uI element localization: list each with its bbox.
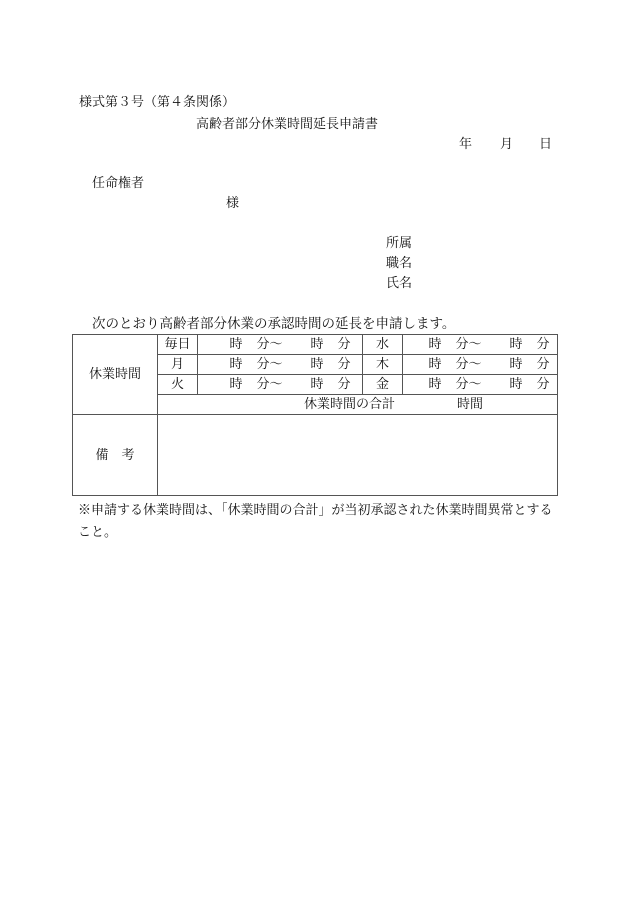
total-hours-field[interactable]: [158, 395, 558, 415]
hour-unit: 時: [509, 337, 523, 352]
name-label: 氏名: [386, 276, 413, 291]
time-range-field[interactable]: [198, 335, 363, 355]
document-title: 高齢者部分休業時間延長申請書: [196, 117, 379, 132]
leave-hours-table: [72, 334, 558, 496]
total-label: 休業時間の合計: [303, 397, 395, 412]
minute-from-unit: 分〜: [455, 377, 482, 392]
minute-from-unit: 分〜: [455, 357, 482, 372]
minute-from-unit: 分〜: [256, 377, 283, 392]
minute-from-unit: 分〜: [455, 337, 482, 352]
time-range-field[interactable]: [198, 355, 363, 375]
intro-text: 次のとおり高齢者部分休業の承認時間の延長を申請します。: [92, 316, 456, 332]
remarks-row: [73, 415, 558, 496]
hour-unit: 時: [428, 357, 442, 372]
minute-unit: 分: [337, 357, 351, 372]
hour-unit: 時: [229, 377, 243, 392]
addressee-name: 任命権者: [92, 176, 145, 191]
time-range-field[interactable]: [403, 335, 558, 355]
day-cell: 金: [363, 375, 403, 395]
date-year: 年: [459, 137, 473, 152]
day-cell: 月: [158, 355, 198, 375]
remarks-label: 備 考: [73, 415, 158, 496]
minute-unit: 分: [536, 337, 550, 352]
hour-unit: 時: [428, 337, 442, 352]
hour-unit: 時: [310, 377, 324, 392]
hour-unit: 時: [428, 377, 442, 392]
hour-unit: 時: [310, 337, 324, 352]
position-label: 職名: [386, 256, 413, 271]
form-number: 様式第３号（第４条関係）: [79, 95, 236, 110]
minute-unit: 分: [337, 337, 351, 352]
footnote: ※申請する休業時間は、「休業時間の合計」が当初承認された休業時間異常とすること。: [78, 503, 553, 540]
hour-unit: 時: [229, 337, 243, 352]
minute-unit: 分: [536, 377, 550, 392]
hour-unit: 時: [229, 357, 243, 372]
day-cell: 水: [363, 335, 403, 355]
minute-unit: 分: [536, 357, 550, 372]
minute-unit: 分: [337, 377, 351, 392]
addressee-honorific: 様: [226, 196, 240, 211]
day-cell: 木: [363, 355, 403, 375]
leave-hours-label: 休業時間: [73, 335, 158, 415]
total-unit: 時間: [457, 397, 484, 412]
hour-unit: 時: [509, 377, 523, 392]
remarks-field[interactable]: [158, 415, 558, 496]
hour-unit: 時: [310, 357, 324, 372]
minute-from-unit: 分〜: [256, 357, 283, 372]
table-row: [73, 335, 558, 355]
date-day: 日: [539, 137, 553, 152]
time-range-field[interactable]: [403, 355, 558, 375]
hour-unit: 時: [509, 357, 523, 372]
time-range-field[interactable]: [403, 375, 558, 395]
date-month: 月: [500, 137, 514, 152]
day-cell: 毎日: [158, 335, 198, 355]
time-range-field[interactable]: [198, 375, 363, 395]
day-cell: 火: [158, 375, 198, 395]
affiliation-label: 所属: [386, 236, 413, 251]
minute-from-unit: 分〜: [256, 337, 283, 352]
